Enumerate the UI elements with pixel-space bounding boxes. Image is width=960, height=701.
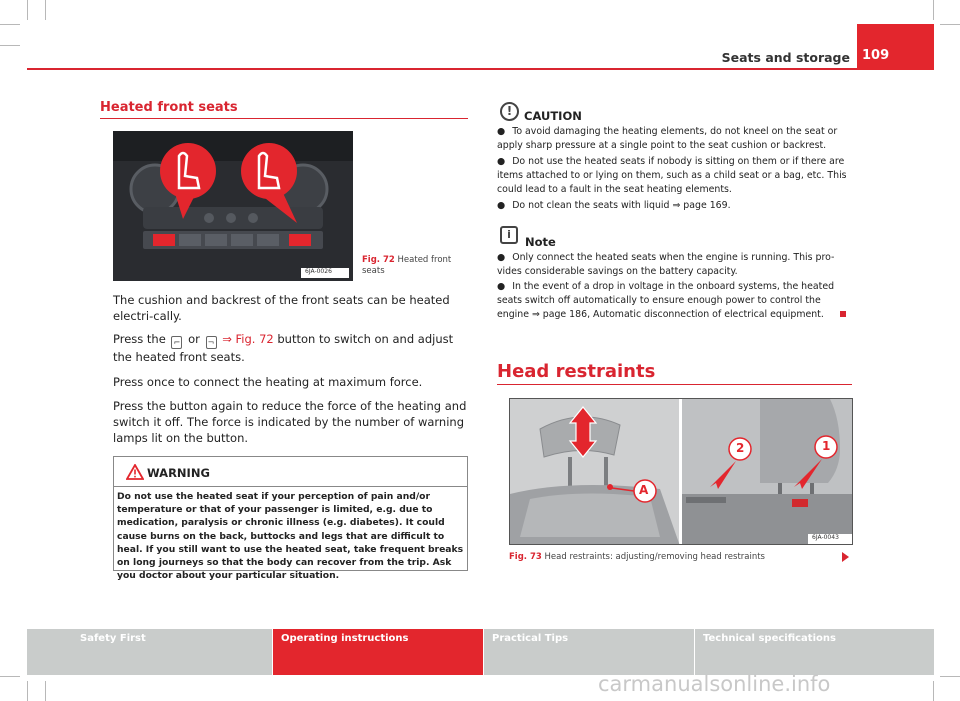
section-end-mark [840, 311, 846, 317]
crop-mark [27, 0, 28, 20]
crop-mark [933, 0, 934, 20]
header-rule [27, 68, 934, 70]
seat-heat-left-icon: ⌐ [171, 336, 182, 349]
figure-caption-text: Head restraints: adjusting/removing head restraints [544, 552, 765, 562]
press-text-start: Press the [113, 332, 166, 346]
note-item: ● In the event of a drop in voltage in the onboard systems, the heated seats switch off automatically to ensure enough power to control the engine ⇒ page 186, Automatic disconnection of electrical equipment. [497, 281, 835, 320]
head-restraints-illustration [510, 399, 853, 545]
figure-label-a: A [639, 483, 649, 497]
warning-triangle-icon [126, 464, 144, 480]
crop-mark [940, 676, 960, 677]
note-item-text: In the event of a drop in voltage in the onboard systems, the heated seats switch off automatically to ensure enough power to control the engine ⇒ page 186, Automatic disconnection of electrical equipment. [497, 281, 835, 320]
figure-label-2: 2 [736, 441, 745, 455]
crop-mark [940, 24, 960, 25]
footer-tab-label: Safety First [80, 633, 146, 644]
footer-tab-label: Operating instructions [281, 633, 409, 644]
note-item: ● Only connect the heated seats when the engine is running. This pro-vides considerable savings on the battery capacity. [497, 252, 835, 277]
section-title-heated-seats: Heated front seats [100, 100, 238, 115]
section-rule [100, 118, 468, 119]
caution-title: CAUTION [524, 109, 582, 123]
warning-text: Do not use the heated seat if your perception of pain and/or temperature or that of your passenger is limited, e.g. due to medication, paralysis or chronic illness (e.g. diabetes). It could cause burns on the back, buttocks and legs that are difficult to heal. If you still want to use the heated seat, take frequent breaks on long journeys so that the body can recover from the trip. Ask you doctor about your particular situation. [117, 491, 464, 582]
paragraph-press-once: Press once to connect the heating at maximum force. [113, 375, 423, 389]
crop-mark [45, 0, 46, 20]
caution-item-text: Do not clean the seats with liquid ⇒ page 169. [512, 200, 731, 211]
crop-mark [933, 681, 934, 701]
running-header-title: Seats and storage [721, 50, 850, 65]
crop-mark [0, 45, 20, 46]
figure-code: 6JA-0026 [305, 268, 332, 275]
figure-label-1: 1 [822, 439, 831, 453]
warning-box [113, 456, 468, 582]
footer-tab-safety-first[interactable] [27, 629, 272, 675]
warning-title: WARNING [147, 466, 210, 480]
figure-caption-72 [362, 255, 462, 277]
continue-arrow-icon [842, 552, 849, 562]
caution-item-text: To avoid damaging the heating elements, do not kneel on the seat or apply sharp pressure at a single point to the seat cushion or backrest. [497, 126, 838, 151]
crop-mark [27, 681, 28, 701]
paragraph-press-button [113, 331, 468, 365]
footer-tab-practical-tips[interactable] [484, 629, 694, 675]
footer-tab-label: Practical Tips [492, 633, 569, 644]
crop-mark [0, 676, 20, 677]
paragraph-press-again: Press the button again to reduce the force of the heating and switch it off. The force is indicated by the number of warning lamps lit on the button. [113, 399, 467, 445]
caution-icon: ! [500, 102, 519, 121]
crop-mark [45, 681, 46, 701]
section-rule [497, 384, 852, 385]
caution-item-text: Do not use the heated seats if nobody is sitting on them or if there are items attached to or lying on them, such as a child seat or a bag, etc. This could lead to a fault in the seat heating elements. [497, 156, 847, 195]
press-text-end: button to switch on and adjust the heated front seats. [113, 332, 454, 364]
note-icon: i [500, 226, 518, 244]
warning-header [114, 457, 467, 487]
caution-item: ● To avoid damaging the heating elements, do not kneel on the seat or apply sharp pressure at a single point to the seat cushion or backrest. [497, 126, 838, 151]
footer-tab-label: Technical specifications [703, 633, 836, 644]
note-item-text: Only connect the heated seats when the engine is running. This pro-vides considerable savings on the battery capacity. [497, 252, 835, 277]
figure-caption-73 [509, 552, 765, 562]
figure-caption-label: Fig. 72 [362, 255, 395, 265]
heated-seats-illustration [113, 131, 353, 281]
page-number-box [857, 24, 934, 70]
section-title-head-restraints: Head restraints [497, 361, 656, 382]
watermark: carmanualsonline.info [598, 672, 831, 696]
note-title: Note [525, 235, 556, 249]
figure-heated-seats-controls [113, 131, 353, 281]
footer-tab-technical-specifications[interactable] [695, 629, 934, 675]
page-number: 109 [862, 48, 890, 63]
figure-head-restraints [509, 398, 853, 545]
press-text-or: or [188, 332, 200, 346]
paragraph-intro: The cushion and backrest of the front seats can be heated electri-cally. [113, 293, 450, 323]
caution-item: ● Do not use the heated seats if nobody is sitting on them or if there are items attached to or lying on them, such as a child seat or a bag, etc. This could lead to a fault in the seat heating elements. [497, 156, 847, 195]
seat-heat-right-icon: ¬ [206, 336, 217, 349]
figure-caption-text: Heated front seats [362, 255, 452, 276]
caution-item: ● Do not clean the seats with liquid ⇒ page 169. [497, 200, 731, 211]
figure-caption-label: Fig. 73 [509, 552, 542, 562]
figure-cross-reference[interactable]: ⇒ Fig. 72 [222, 332, 274, 346]
footer-tab-operating-instructions[interactable] [273, 629, 483, 675]
crop-mark [0, 24, 20, 25]
figure-code: 6JA-0043 [812, 534, 839, 541]
